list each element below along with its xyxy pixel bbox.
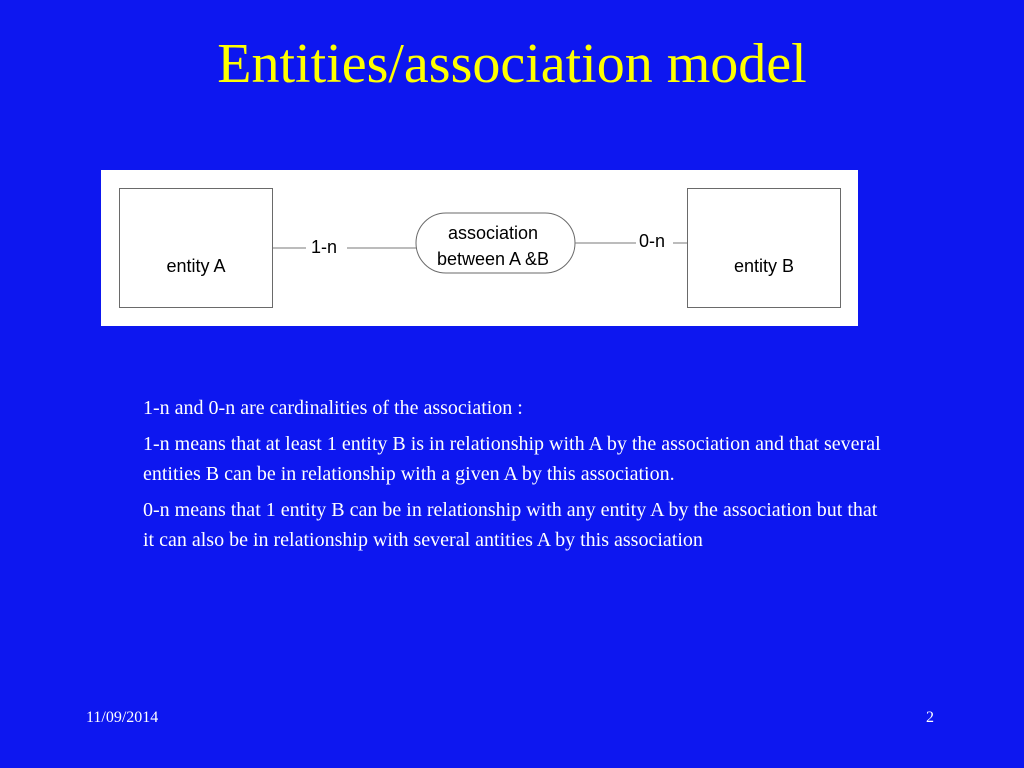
- entity-b-label: entity B: [733, 256, 795, 276]
- cardinality-left: 1-n: [311, 237, 338, 257]
- footer-date: 11/09/2014: [86, 709, 159, 726]
- entity-b-box: [687, 188, 841, 308]
- association-label: [413, 220, 573, 272]
- explanation-paragraph-2: 1-n means that at least 1 entity B is in relationship with A by the association and that several entities B can be in relationship with a given A by this association.: [143, 433, 881, 485]
- slide-title: Entities/association model: [217, 33, 807, 95]
- entity-a-box: [119, 188, 273, 308]
- cardinality-right: 0-n: [639, 231, 666, 251]
- explanation-paragraph-1: 1-n and 0-n are cardinalities of the association :: [143, 397, 523, 419]
- association-label-line1: association: [447, 223, 539, 243]
- explanation-paragraph-3: 0-n means that 1 entity B can be in relationship with any entity A by the association but that it can also be in relationship with several antities A by this association: [143, 499, 878, 551]
- er-diagram: [101, 170, 858, 326]
- explanation-text: [143, 393, 883, 561]
- entity-a-label: entity A: [166, 256, 226, 276]
- page-number: 2: [926, 709, 934, 726]
- association-label-line2: between A &B: [436, 249, 550, 269]
